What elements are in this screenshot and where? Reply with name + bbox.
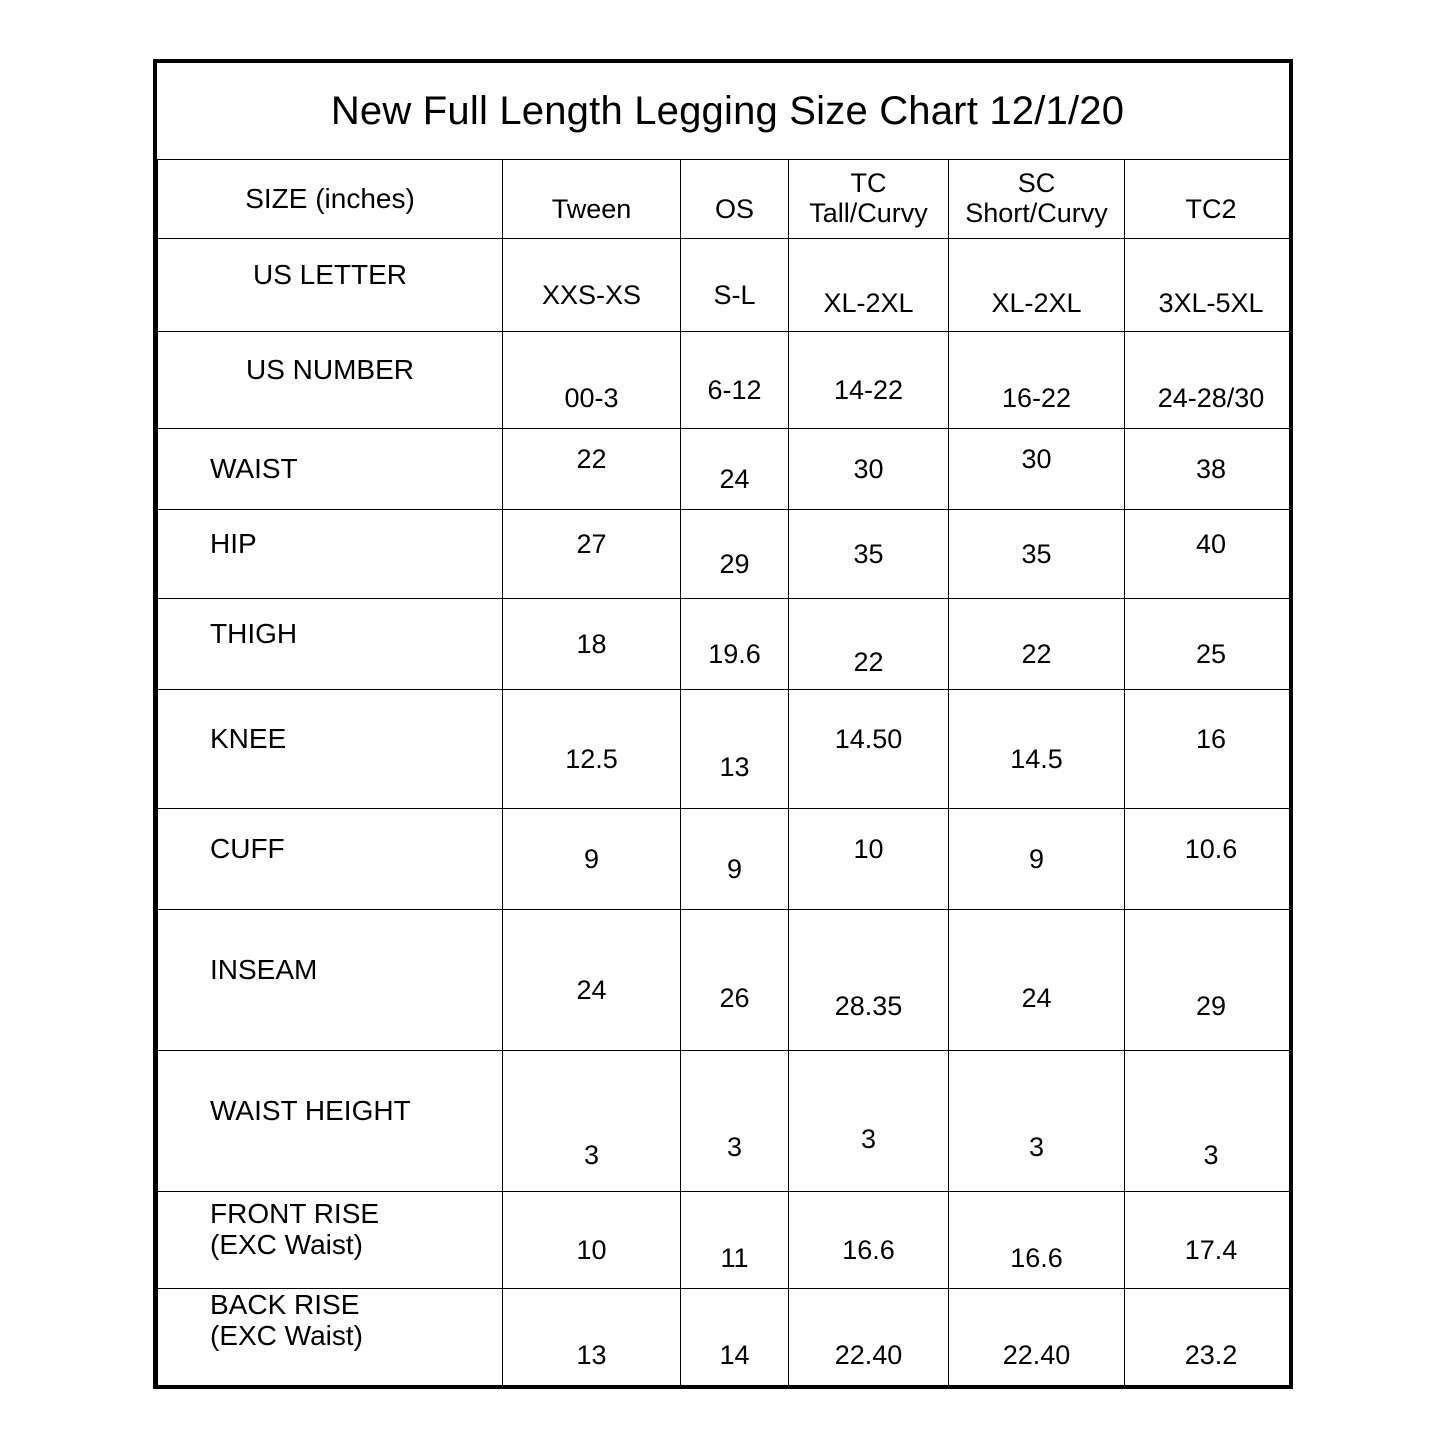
cell-back-rise-os: 14 xyxy=(681,1289,789,1386)
table-row xyxy=(158,599,1294,690)
table-row xyxy=(158,429,1294,510)
table-row xyxy=(158,809,1294,910)
page-title xyxy=(158,63,1294,160)
cell-inseam-tc2: 29 xyxy=(1125,910,1294,1051)
cell-cuff-sc: 9 xyxy=(949,809,1125,910)
cell-us-number-tc: 14-22 xyxy=(789,332,949,429)
cell-back-rise-sc: 22.40 xyxy=(949,1289,1125,1386)
table-row xyxy=(158,690,1294,809)
row-label-knee: KNEE xyxy=(158,690,503,809)
cell-hip-tc2: 40 xyxy=(1125,510,1294,599)
cell-back-rise-tc2: 23.2 xyxy=(1125,1289,1294,1386)
cell-knee-tween: 12.5 xyxy=(503,690,681,809)
cell-hip-tween: 27 xyxy=(503,510,681,599)
page-title-text: New Full Length Legging Size Chart 12/1/20 xyxy=(330,88,1125,133)
table-row xyxy=(158,1051,1294,1192)
row-label-front-rise: FRONT RISE (EXC Waist) xyxy=(158,1192,503,1289)
row-label-thigh: THIGH xyxy=(158,599,503,690)
row-label-us-letter: US LETTER xyxy=(158,239,503,332)
cell-hip-os: 29 xyxy=(681,510,789,599)
column-header-size: SIZE (inches) xyxy=(158,160,503,239)
cell-waist-os: 24 xyxy=(681,429,789,510)
cell-waist-height-tc: 3 xyxy=(789,1051,949,1192)
cell-inseam-sc: 24 xyxy=(949,910,1125,1051)
cell-knee-tc2: 16 xyxy=(1125,690,1294,809)
row-label-waist-height: WAIST HEIGHT xyxy=(158,1051,503,1192)
cell-waist-height-tc2: 3 xyxy=(1125,1051,1294,1192)
cell-cuff-tc: 10 xyxy=(789,809,949,910)
table-row xyxy=(158,510,1294,599)
cell-thigh-tc2: 25 xyxy=(1125,599,1294,690)
size-chart-table xyxy=(157,63,1293,1386)
row-label-back-rise: BACK RISE (EXC Waist) xyxy=(158,1289,503,1386)
cell-us-number-os: 6-12 xyxy=(681,332,789,429)
cell-waist-tween: 22 xyxy=(503,429,681,510)
cell-us-number-tween: 00-3 xyxy=(503,332,681,429)
table-row xyxy=(158,1192,1294,1289)
cell-back-rise-tween: 13 xyxy=(503,1289,681,1386)
cell-front-rise-sc: 16.6 xyxy=(949,1192,1125,1289)
cell-us-number-tc2: 24-28/30 xyxy=(1125,332,1294,429)
cell-thigh-tween: 18 xyxy=(503,599,681,690)
cell-waist-tc2: 38 xyxy=(1125,429,1294,510)
cell-knee-os: 13 xyxy=(681,690,789,809)
cell-us-number-sc: 16-22 xyxy=(949,332,1125,429)
cell-front-rise-os: 11 xyxy=(681,1192,789,1289)
cell-front-rise-tc2: 17.4 xyxy=(1125,1192,1294,1289)
cell-inseam-tc: 28.35 xyxy=(789,910,949,1051)
cell-front-rise-tween: 10 xyxy=(503,1192,681,1289)
cell-hip-sc: 35 xyxy=(949,510,1125,599)
cell-us-letter-tween: XXS-XS xyxy=(503,239,681,332)
cell-cuff-tween: 9 xyxy=(503,809,681,910)
cell-thigh-sc: 22 xyxy=(949,599,1125,690)
column-header-os: OS xyxy=(681,160,789,239)
cell-knee-sc: 14.5 xyxy=(949,690,1125,809)
cell-back-rise-tc: 22.40 xyxy=(789,1289,949,1386)
row-label-us-number: US NUMBER xyxy=(158,332,503,429)
cell-front-rise-tc: 16.6 xyxy=(789,1192,949,1289)
column-header-sc: SC Short/Curvy xyxy=(949,160,1125,239)
row-label-hip: HIP xyxy=(158,510,503,599)
table-row xyxy=(158,239,1294,332)
cell-us-letter-sc: XL-2XL xyxy=(949,239,1125,332)
column-header-tween: Tween xyxy=(503,160,681,239)
size-chart-frame xyxy=(153,59,1293,1389)
cell-inseam-os: 26 xyxy=(681,910,789,1051)
cell-us-letter-os: S-L xyxy=(681,239,789,332)
cell-waist-tc: 30 xyxy=(789,429,949,510)
row-label-waist: WAIST xyxy=(158,429,503,510)
cell-thigh-os: 19.6 xyxy=(681,599,789,690)
cell-waist-height-tween: 3 xyxy=(503,1051,681,1192)
cell-cuff-os: 9 xyxy=(681,809,789,910)
table-row xyxy=(158,910,1294,1051)
table-header-row xyxy=(158,160,1294,239)
cell-knee-tc: 14.50 xyxy=(789,690,949,809)
row-label-cuff: CUFF xyxy=(158,809,503,910)
cell-hip-tc: 35 xyxy=(789,510,949,599)
table-row xyxy=(158,332,1294,429)
cell-waist-height-os: 3 xyxy=(681,1051,789,1192)
column-header-tc: TC Tall/Curvy xyxy=(789,160,949,239)
cell-inseam-tween: 24 xyxy=(503,910,681,1051)
table-row xyxy=(158,1289,1294,1386)
table-title-row xyxy=(158,63,1294,160)
cell-us-letter-tc: XL-2XL xyxy=(789,239,949,332)
cell-waist-sc: 30 xyxy=(949,429,1125,510)
column-header-tc2: TC2 xyxy=(1125,160,1294,239)
cell-us-letter-tc2: 3XL-5XL xyxy=(1125,239,1294,332)
cell-waist-height-sc: 3 xyxy=(949,1051,1125,1192)
row-label-inseam: INSEAM xyxy=(158,910,503,1051)
cell-thigh-tc: 22 xyxy=(789,599,949,690)
cell-cuff-tc2: 10.6 xyxy=(1125,809,1294,910)
